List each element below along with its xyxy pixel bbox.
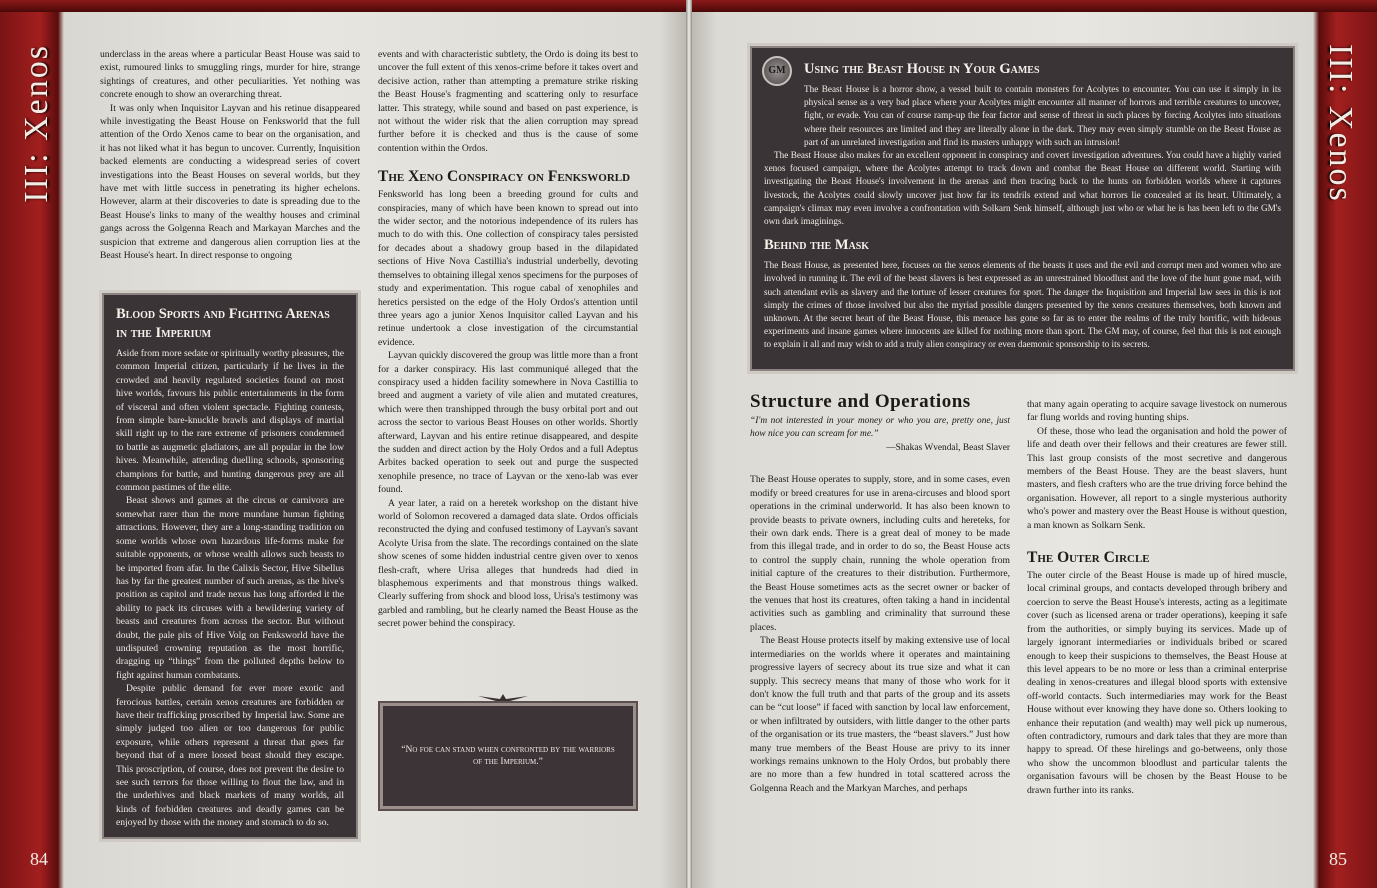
paragraph: that many again operating to acquire savage livestock on numerous far flung worlds and roving hunting ships.	[1027, 399, 1287, 424]
paragraph: Of these, those who lead the organisation and hold the power of life and death over their fellows and their creatures are fewer still. This last group consists of the most secretive and dangerous members of the Beast House. They are the beast slavers, hunt masters, and flesh crafters who are the true driving force behind the organisation. However, all report to a single mysterious authority who's power and mastery over the Beast House is without question, a man known as Solkarn Senk.	[1027, 425, 1287, 531]
paragraph: Aside from more sedate or spiritually worthy pleasures, the common Imperial citizen, particularly if he lives in the crowded and heavily regulated societies found on most hive worlds, favours his public entertainments in the form of visceral and often violent spectacle. Fighting contests, from simple bare-knuckle brawls and displays of martial skill right up to the rare extreme of prisoners condemned to battle as augmetic gladiators, are all popular in the low hives. Meanwhile, attending duelling schools, sponsoring champions for battle, and hunting dangerous prey are all common pastimes of the elite.	[116, 348, 344, 494]
left-column-2	[378, 48, 638, 631]
right-column-1	[750, 390, 1010, 795]
paragraph: Beast shows and games at the circus or carnivora are somewhat rarer than the more mundane human fighting attractions. However, they are a long-standing tradition on some worlds whose own hazardous life-forms make for suitable opponents, or whose wealth allows such beasts to be imported from afar. In the Calixis Sector, Hive Sibellus has by far the greatest number of such arenas, as the hive's position as capitol and trade nexus has long afforded it the ability to pack its circuses with a bewildering variety of beasts and creatures from across the sector. But without doubt, the pale pits of Hive Volg on Fenksworld have the undisputed crowning reputation as the most horrific, dragging up “things” from the polluted depths below to fight against human combatants.	[116, 495, 344, 681]
right-column-2	[1027, 398, 1287, 797]
paragraph: underclass in the areas where a particular Beast House was said to exist, rumoured links to smuggling rings, murder for hire, strange sightings of creatures, and other peculiarities. Yet nothing was concrete enough to show an overarching threat.	[100, 49, 360, 101]
gm-badge-icon: GM	[762, 56, 792, 86]
left-column-1	[100, 48, 360, 263]
paragraph: Layvan quickly discovered the group was little more than a front for a darker conspiracy. His last communiqué alleged that the conspiracy used a hidden facility somewhere in Nova Castillia to breed and augment a variety of vile alien and mutated creatures, which were then transhipped through the busy orbital port and out across the sector to various Beast Houses on other worlds. Shortly afterward, Layvan and his entire retinue disappeared, and despite the sudden and direct action by the Holy Ordos and a full Adeptus Arbites backed operation to seek out and purge the suspected xenophile presence, no trace of Layvan or the xeno-lab was ever found.	[378, 350, 638, 496]
sidebar-title: Blood Sports and Fighting Arenas in the Imperium	[116, 306, 330, 341]
right-page	[689, 0, 1377, 888]
box-subtitle-behind-mask: Behind the Mask	[764, 237, 870, 254]
paragraph: A year later, a raid on a heretek workshop on the distant hive world of Solomon recovered a damaged data slate. Ordos officials reconstructed the dying and confused testimony of Layvan's savant Acolyte Urisa from the slate. The recordings contained on the slate show scenes of some hidden industrial centre given over to xenos flesh-craft, where Urisa alleges that hundreds had died in blasphemous experiments and that monstrous things walked. Clearly suffering from shock and blood loss, Urisa's testimony was garbled and rambling, but he clearly named the Beast House as the secret power behind the conspiracy.	[378, 497, 638, 630]
spine-gutter	[686, 0, 692, 888]
top-border	[0, 0, 689, 12]
pull-quote-callout	[380, 703, 636, 809]
section-heading-conspiracy: The Xeno Conspiracy on Fenksworld	[378, 168, 631, 186]
page-number-left: 84	[30, 849, 48, 869]
gm-box-using-beast-house	[750, 46, 1295, 371]
blood-sports-sidebar	[102, 293, 358, 839]
chapter-tab-left: III: Xenos	[18, 44, 55, 203]
callout-quote: “No foe can stand when confronted by the warriors of the Imperium.”	[401, 745, 615, 767]
box-title: Using the Beast House in Your Games	[804, 61, 1040, 77]
section-title-structure: Structure and Operations	[750, 391, 971, 412]
paragraph: The Beast House also makes for an excellent opponent in conspiracy and covert investigation adventures. You could have a highly varied xenos focused campaign, where the Acolytes attempt to track down and combat the Beast House on different world. Starting with investigating the Beast House's involvement in the arenas and then tracing back to the hunts on forbidden worlds where it captures livestock, the Acolytes could slowly uncover just how far its tendrils extend and what horrors lie concealed at its heart. Ultimately, a campaign's climax may even involve a confrontation with Solkarn Senk himself, although just who or what he is has been left to the GM's own dark imaginings.	[764, 150, 1281, 227]
paragraph: The outer circle of the Beast House is made up of hired muscle, local criminal groups, and contacts developed through bribery and coercion to serve the Beast House's interests, acting as a legitimate cover (such as licensed arena or trader operations), keeping it safe from the authorities, or simply buying its services. Made up of largely ignorant intermediaries or individuals bribed or scared enough to keep their suspicions to themselves, the Beast House at this level appears to be no more or less than a criminal enterprise dealing in xenos-creatures and illegal blood sports with extensive off-world contacts. Such intermediaries may work for the Beast House without ever knowing they have done so. Others looking to enhance their reputation (and wealth) may well pick up numerous, often contradictory, rumours and dark tales that they are more than happy to spread. Of these hirelings and go-betweens, only those who show the uncommon bloodlust and particular talents the organisation favours will be chosen by the Beast House to be drawn further into its ranks.	[1027, 570, 1287, 796]
paragraph: The Beast House is a horror show, a vessel built to contain monsters for Acolytes to encounter. You can use it simply in its physical sense as a very bad place where your Acolytes might encounter all manner of horrors and terrible creatures to uncover, fight, or evade. You can of course ramp-up the fear factor and sense of threat in such places by forcing Acolytes into situations where their resources are limited and they are literally alone in the dark. They may even simply stumble on the Beast House as part of an unrelated investigation and find its masters unhappy with such an intrusion!	[804, 84, 1281, 147]
paragraph: It was only when Inquisitor Layvan and his retinue disappeared while investigating the Beast House on Fenksworld that the full attention of the Ordo Xenos came to bear on the organisation, and it has not liked what it has begun to uncover. Currently, Inquisition backed elements are conducting a widespread series of covert investigations into the Beast Houses on several worlds, but they have met with little success in penetrating its higher echelons. However, alarm at their discoveries to date is spreading due to the Beast House's links to many of the wealthy houses and criminal gangs across the Golgenna Reach and Markayan Marches and the suspicion that extreme and dangerous alien corruption lies at the Beast House's heart. In direct response to ongoing	[100, 102, 360, 262]
page-number-right: 85	[1329, 849, 1347, 869]
top-border	[689, 0, 1377, 12]
chapter-tab-right: III: Xenos	[1322, 44, 1359, 203]
paragraph: Fenksworld has long been a breeding ground for cults and conspiracies, many of which have been known to spread out into the wider sector, and the notorious independence of its rulers has much to do with this. One collection of conspiracy tales persisted for decades about a shadowy group based in the dilapidated sections of Hive Nova Castillia's industrial underbelly, devoting themselves to obtaining illegal xenos specimens for the purposes of study and experimentation. This rogue cabal of xenophiles and heretics persisted on the edge of the Holy Ordos's attention until three years ago a junior Xenos Inquisitor called Layvan and his retinue undertook a close investigation of the circumstantial evidence.	[378, 189, 638, 348]
paragraph: The Beast House protects itself by making extensive use of local intermediaries on the worlds where it operates and maintaining progressive layers of secrecy about its true size and what it can supply. This secrecy means that many of those who work for it don't know the full truth and that parts of the group and its assets can be “cut loose” if faced with sanction by local law enforcement, or when infiltrated by outsiders, with little danger to the other parts of the organisation or its true masters, the “beast slavers.” Just how many true members of the Beast House are privy to its inner workings remains unknown to the Holy Ordos, but probably there are no more than a few hundred in total scattered across the Golgenna Reach and the Markyan Marches, and perhaps	[750, 635, 1010, 794]
epigraph-attribution: —Shakas Wvendal, Beast Slaver	[886, 443, 1010, 453]
paragraph: The Beast House operates to supply, store, and in some cases, even modify or breed creatures for use in arena-circuses and blood sport operations in the criminal underworld. It has also been known to provide beasts to private owners, including cults and hereteks, for their own dark ends. There is a great deal of money to be made from this illegal trade, and in order to do so, the Beast House acts to control the supply chain, running the whole operation from initial capture of the creatures to their distribution. Furthermore, the Beast House sometimes acts as the secret owner or backer of the venues that host its creatures, often taking a hand in incidental activities such as gambling and criminality that surround these places.	[750, 474, 1010, 633]
paragraph: Despite public demand for ever more exotic and ferocious battles, certain xenos creatures are forbidden or have their trafficking proscribed by Imperial law. Some are simply judged too alien or too dangerous for public exposure, while others represent a threat that goes far beyond that of a mere loosed beast should they escape. This proscription, of course, does not prevent the desire to see such terrors for those willing to flout the law, and in the underhives and black markets of many worlds, all kinds of forbidden creatures and deadly games can be enjoyed by those with the money and stomach to do so.	[116, 683, 344, 829]
paragraph: events and with characteristic subtlety, the Ordo is doing its best to uncover the full extent of this xenos-crime before it takes overt and decisive action, rather than attempting a premature strike risking the Beast House's fragmenting and scattering only to resurface latter. This strategy, while sound and based on past experience, is not without the wider risk that the alien corruption may spread further before it is checked and thus is the cause of some contention within the Ordos.	[378, 49, 638, 154]
paragraph: The Beast House, as presented here, focuses on the xenos elements of the beasts it uses and the evil and corrupt men and women who are involved in running it. The evil of the beast slavers is best expressed as an unrestrained bloodlust and the love of the hunt gone mad, with such attendant evils as slavery and the torture of lesser creatures for sport. The danger the Inquisition and Imperial law sees in this is not simply the crimes of those involved but also the myriad possible dangers presented by the xenos creatures themselves, both known and unknown. At the secret heart of the Beast House, this menace has gone so far as to enter the realms of the truly horrific, with hideous experiments and insane games where innocents are killed for nothing more than sport. The GM may, of course, feel that this is not enough to explain it all and may wish to add a truly alien conspiracy or even daemonic sponsorship to its secrets.	[764, 260, 1281, 350]
section-heading-outer-circle: The Outer Circle	[1027, 549, 1150, 567]
epigraph: “I'm not interested in your money or who you are, pretty one, just how nice you can scream for me.”	[750, 416, 1010, 439]
